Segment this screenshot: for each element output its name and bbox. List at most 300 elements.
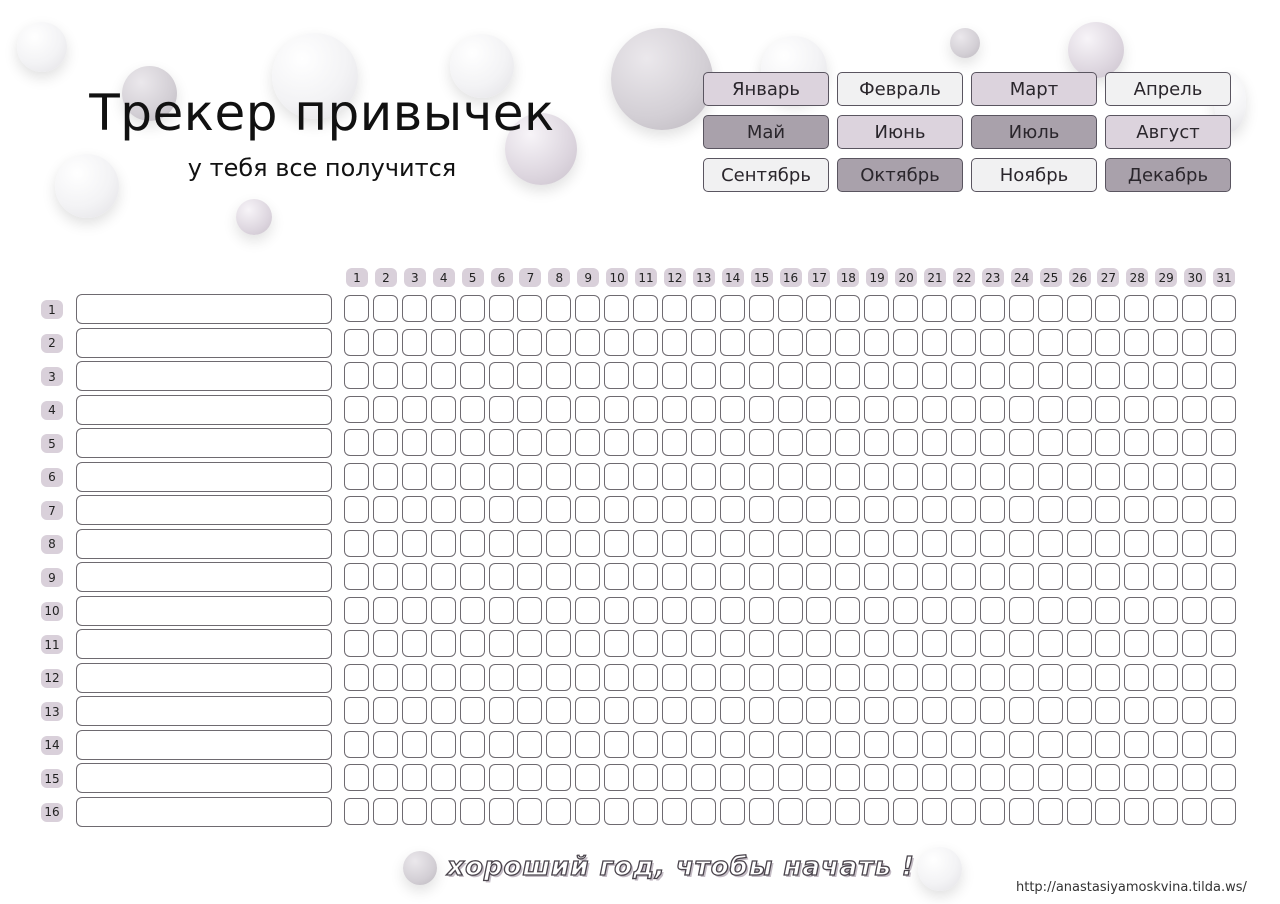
day-checkbox[interactable]: [778, 429, 803, 456]
day-checkbox[interactable]: [806, 496, 831, 523]
day-checkbox[interactable]: [749, 664, 774, 691]
day-checkbox[interactable]: [546, 798, 571, 825]
day-checkbox[interactable]: [633, 496, 658, 523]
day-checkbox[interactable]: [1153, 764, 1178, 791]
day-checkbox[interactable]: [431, 429, 456, 456]
day-checkbox[interactable]: [749, 798, 774, 825]
day-checkbox[interactable]: [575, 463, 600, 490]
day-checkbox[interactable]: [373, 530, 398, 557]
day-checkbox[interactable]: [691, 597, 716, 624]
day-checkbox[interactable]: [662, 731, 687, 758]
day-checkbox[interactable]: [344, 396, 369, 423]
day-checkbox[interactable]: [575, 798, 600, 825]
day-checkbox[interactable]: [662, 463, 687, 490]
day-checkbox[interactable]: [749, 530, 774, 557]
day-checkbox[interactable]: [749, 396, 774, 423]
day-checkbox[interactable]: [951, 563, 976, 590]
day-checkbox[interactable]: [893, 664, 918, 691]
day-checkbox[interactable]: [402, 463, 427, 490]
day-checkbox[interactable]: [1153, 664, 1178, 691]
day-checkbox[interactable]: [749, 563, 774, 590]
day-checkbox[interactable]: [835, 697, 860, 724]
day-checkbox[interactable]: [749, 295, 774, 322]
day-checkbox[interactable]: [662, 429, 687, 456]
day-checkbox[interactable]: [1095, 429, 1120, 456]
day-checkbox[interactable]: [1153, 798, 1178, 825]
day-checkbox[interactable]: [1009, 530, 1034, 557]
habit-name-field[interactable]: [76, 763, 332, 793]
day-checkbox[interactable]: [835, 329, 860, 356]
day-checkbox[interactable]: [951, 463, 976, 490]
day-checkbox[interactable]: [691, 295, 716, 322]
day-checkbox[interactable]: [1067, 329, 1092, 356]
day-checkbox[interactable]: [575, 362, 600, 389]
day-checkbox[interactable]: [1153, 630, 1178, 657]
day-checkbox[interactable]: [546, 530, 571, 557]
day-checkbox[interactable]: [604, 463, 629, 490]
day-checkbox[interactable]: [344, 463, 369, 490]
day-checkbox[interactable]: [402, 697, 427, 724]
day-checkbox[interactable]: [1009, 496, 1034, 523]
month-button[interactable]: Декабрь: [1105, 158, 1231, 192]
day-checkbox[interactable]: [980, 530, 1005, 557]
day-checkbox[interactable]: [806, 396, 831, 423]
day-checkbox[interactable]: [1038, 731, 1063, 758]
day-checkbox[interactable]: [460, 798, 485, 825]
day-checkbox[interactable]: [1067, 630, 1092, 657]
day-checkbox[interactable]: [922, 329, 947, 356]
day-checkbox[interactable]: [1095, 496, 1120, 523]
day-checkbox[interactable]: [806, 731, 831, 758]
day-checkbox[interactable]: [778, 362, 803, 389]
day-checkbox[interactable]: [431, 463, 456, 490]
day-checkbox[interactable]: [778, 630, 803, 657]
day-checkbox[interactable]: [517, 329, 542, 356]
day-checkbox[interactable]: [1182, 429, 1207, 456]
day-checkbox[interactable]: [1211, 295, 1236, 322]
day-checkbox[interactable]: [489, 630, 514, 657]
day-checkbox[interactable]: [460, 463, 485, 490]
day-checkbox[interactable]: [864, 463, 889, 490]
day-checkbox[interactable]: [691, 731, 716, 758]
day-checkbox[interactable]: [344, 563, 369, 590]
day-checkbox[interactable]: [749, 597, 774, 624]
day-checkbox[interactable]: [893, 396, 918, 423]
day-checkbox[interactable]: [373, 295, 398, 322]
day-checkbox[interactable]: [835, 362, 860, 389]
day-checkbox[interactable]: [778, 764, 803, 791]
day-checkbox[interactable]: [344, 329, 369, 356]
day-checkbox[interactable]: [893, 597, 918, 624]
day-checkbox[interactable]: [489, 496, 514, 523]
day-checkbox[interactable]: [373, 496, 398, 523]
day-checkbox[interactable]: [662, 396, 687, 423]
day-checkbox[interactable]: [1124, 396, 1149, 423]
day-checkbox[interactable]: [604, 731, 629, 758]
day-checkbox[interactable]: [864, 295, 889, 322]
day-checkbox[interactable]: [373, 563, 398, 590]
day-checkbox[interactable]: [778, 597, 803, 624]
day-checkbox[interactable]: [835, 563, 860, 590]
day-checkbox[interactable]: [431, 329, 456, 356]
day-checkbox[interactable]: [720, 329, 745, 356]
day-checkbox[interactable]: [980, 463, 1005, 490]
day-checkbox[interactable]: [662, 798, 687, 825]
day-checkbox[interactable]: [662, 697, 687, 724]
day-checkbox[interactable]: [720, 429, 745, 456]
day-checkbox[interactable]: [604, 329, 629, 356]
habit-name-field[interactable]: [76, 294, 332, 324]
day-checkbox[interactable]: [1211, 764, 1236, 791]
day-checkbox[interactable]: [1095, 362, 1120, 389]
day-checkbox[interactable]: [778, 798, 803, 825]
day-checkbox[interactable]: [402, 496, 427, 523]
day-checkbox[interactable]: [575, 764, 600, 791]
day-checkbox[interactable]: [951, 329, 976, 356]
day-checkbox[interactable]: [489, 463, 514, 490]
day-checkbox[interactable]: [1095, 530, 1120, 557]
day-checkbox[interactable]: [633, 429, 658, 456]
day-checkbox[interactable]: [835, 530, 860, 557]
day-checkbox[interactable]: [431, 530, 456, 557]
day-checkbox[interactable]: [835, 429, 860, 456]
day-checkbox[interactable]: [546, 731, 571, 758]
day-checkbox[interactable]: [864, 396, 889, 423]
day-checkbox[interactable]: [489, 563, 514, 590]
day-checkbox[interactable]: [431, 597, 456, 624]
day-checkbox[interactable]: [922, 563, 947, 590]
day-checkbox[interactable]: [1009, 295, 1034, 322]
day-checkbox[interactable]: [1095, 630, 1120, 657]
day-checkbox[interactable]: [864, 329, 889, 356]
day-checkbox[interactable]: [1211, 664, 1236, 691]
day-checkbox[interactable]: [806, 530, 831, 557]
habit-name-field[interactable]: [76, 361, 332, 391]
day-checkbox[interactable]: [1153, 731, 1178, 758]
day-checkbox[interactable]: [431, 764, 456, 791]
day-checkbox[interactable]: [460, 664, 485, 691]
day-checkbox[interactable]: [344, 295, 369, 322]
day-checkbox[interactable]: [373, 597, 398, 624]
day-checkbox[interactable]: [604, 798, 629, 825]
day-checkbox[interactable]: [835, 630, 860, 657]
day-checkbox[interactable]: [835, 496, 860, 523]
day-checkbox[interactable]: [489, 664, 514, 691]
day-checkbox[interactable]: [575, 731, 600, 758]
day-checkbox[interactable]: [835, 764, 860, 791]
day-checkbox[interactable]: [604, 563, 629, 590]
day-checkbox[interactable]: [633, 463, 658, 490]
month-button[interactable]: Январь: [703, 72, 829, 106]
day-checkbox[interactable]: [864, 496, 889, 523]
day-checkbox[interactable]: [691, 798, 716, 825]
day-checkbox[interactable]: [1182, 496, 1207, 523]
day-checkbox[interactable]: [1067, 731, 1092, 758]
day-checkbox[interactable]: [460, 295, 485, 322]
day-checkbox[interactable]: [489, 396, 514, 423]
day-checkbox[interactable]: [460, 597, 485, 624]
day-checkbox[interactable]: [864, 597, 889, 624]
day-checkbox[interactable]: [720, 697, 745, 724]
day-checkbox[interactable]: [980, 496, 1005, 523]
day-checkbox[interactable]: [1067, 563, 1092, 590]
day-checkbox[interactable]: [460, 764, 485, 791]
day-checkbox[interactable]: [1124, 429, 1149, 456]
day-checkbox[interactable]: [1067, 597, 1092, 624]
day-checkbox[interactable]: [691, 563, 716, 590]
day-checkbox[interactable]: [344, 429, 369, 456]
day-checkbox[interactable]: [1153, 396, 1178, 423]
month-button[interactable]: Февраль: [837, 72, 963, 106]
day-checkbox[interactable]: [517, 396, 542, 423]
day-checkbox[interactable]: [1182, 630, 1207, 657]
day-checkbox[interactable]: [778, 396, 803, 423]
day-checkbox[interactable]: [835, 396, 860, 423]
day-checkbox[interactable]: [691, 664, 716, 691]
habit-name-field[interactable]: [76, 730, 332, 760]
day-checkbox[interactable]: [864, 563, 889, 590]
day-checkbox[interactable]: [1038, 396, 1063, 423]
day-checkbox[interactable]: [1038, 429, 1063, 456]
day-checkbox[interactable]: [517, 764, 542, 791]
day-checkbox[interactable]: [893, 295, 918, 322]
day-checkbox[interactable]: [864, 530, 889, 557]
habit-name-field[interactable]: [76, 696, 332, 726]
day-checkbox[interactable]: [1182, 731, 1207, 758]
day-checkbox[interactable]: [633, 362, 658, 389]
day-checkbox[interactable]: [778, 530, 803, 557]
day-checkbox[interactable]: [633, 563, 658, 590]
day-checkbox[interactable]: [893, 798, 918, 825]
day-checkbox[interactable]: [980, 396, 1005, 423]
day-checkbox[interactable]: [951, 731, 976, 758]
day-checkbox[interactable]: [749, 429, 774, 456]
day-checkbox[interactable]: [460, 362, 485, 389]
day-checkbox[interactable]: [431, 563, 456, 590]
day-checkbox[interactable]: [662, 597, 687, 624]
day-checkbox[interactable]: [1153, 329, 1178, 356]
day-checkbox[interactable]: [402, 295, 427, 322]
day-checkbox[interactable]: [1038, 597, 1063, 624]
day-checkbox[interactable]: [980, 563, 1005, 590]
day-checkbox[interactable]: [604, 295, 629, 322]
day-checkbox[interactable]: [1038, 798, 1063, 825]
day-checkbox[interactable]: [893, 630, 918, 657]
day-checkbox[interactable]: [835, 731, 860, 758]
day-checkbox[interactable]: [1182, 697, 1207, 724]
day-checkbox[interactable]: [806, 764, 831, 791]
day-checkbox[interactable]: [633, 697, 658, 724]
day-checkbox[interactable]: [604, 630, 629, 657]
day-checkbox[interactable]: [1067, 798, 1092, 825]
day-checkbox[interactable]: [1211, 463, 1236, 490]
day-checkbox[interactable]: [922, 630, 947, 657]
day-checkbox[interactable]: [1182, 463, 1207, 490]
day-checkbox[interactable]: [749, 764, 774, 791]
day-checkbox[interactable]: [864, 798, 889, 825]
day-checkbox[interactable]: [806, 429, 831, 456]
day-checkbox[interactable]: [489, 697, 514, 724]
day-checkbox[interactable]: [402, 664, 427, 691]
day-checkbox[interactable]: [575, 295, 600, 322]
source-url[interactable]: http://anastasiyamoskvina.tilda.ws/: [1016, 880, 1247, 895]
day-checkbox[interactable]: [893, 764, 918, 791]
day-checkbox[interactable]: [460, 530, 485, 557]
day-checkbox[interactable]: [517, 463, 542, 490]
habit-name-field[interactable]: [76, 428, 332, 458]
habit-name-field[interactable]: [76, 529, 332, 559]
day-checkbox[interactable]: [893, 697, 918, 724]
day-checkbox[interactable]: [980, 764, 1005, 791]
day-checkbox[interactable]: [373, 630, 398, 657]
day-checkbox[interactable]: [575, 563, 600, 590]
day-checkbox[interactable]: [604, 362, 629, 389]
day-checkbox[interactable]: [517, 530, 542, 557]
day-checkbox[interactable]: [1124, 731, 1149, 758]
day-checkbox[interactable]: [604, 530, 629, 557]
day-checkbox[interactable]: [806, 798, 831, 825]
day-checkbox[interactable]: [806, 295, 831, 322]
day-checkbox[interactable]: [864, 429, 889, 456]
day-checkbox[interactable]: [1095, 563, 1120, 590]
day-checkbox[interactable]: [460, 496, 485, 523]
day-checkbox[interactable]: [460, 329, 485, 356]
day-checkbox[interactable]: [1067, 664, 1092, 691]
day-checkbox[interactable]: [720, 731, 745, 758]
day-checkbox[interactable]: [489, 329, 514, 356]
day-checkbox[interactable]: [951, 597, 976, 624]
day-checkbox[interactable]: [749, 731, 774, 758]
day-checkbox[interactable]: [633, 396, 658, 423]
day-checkbox[interactable]: [662, 764, 687, 791]
day-checkbox[interactable]: [1211, 563, 1236, 590]
day-checkbox[interactable]: [720, 463, 745, 490]
day-checkbox[interactable]: [344, 496, 369, 523]
day-checkbox[interactable]: [662, 630, 687, 657]
day-checkbox[interactable]: [1009, 764, 1034, 791]
day-checkbox[interactable]: [633, 630, 658, 657]
day-checkbox[interactable]: [575, 597, 600, 624]
day-checkbox[interactable]: [1095, 295, 1120, 322]
day-checkbox[interactable]: [546, 764, 571, 791]
day-checkbox[interactable]: [402, 530, 427, 557]
day-checkbox[interactable]: [546, 429, 571, 456]
day-checkbox[interactable]: [431, 396, 456, 423]
day-checkbox[interactable]: [373, 697, 398, 724]
day-checkbox[interactable]: [604, 664, 629, 691]
day-checkbox[interactable]: [373, 664, 398, 691]
day-checkbox[interactable]: [1009, 429, 1034, 456]
habit-name-field[interactable]: [76, 562, 332, 592]
day-checkbox[interactable]: [720, 630, 745, 657]
day-checkbox[interactable]: [546, 463, 571, 490]
day-checkbox[interactable]: [489, 530, 514, 557]
day-checkbox[interactable]: [344, 630, 369, 657]
day-checkbox[interactable]: [1009, 664, 1034, 691]
day-checkbox[interactable]: [402, 429, 427, 456]
day-checkbox[interactable]: [517, 597, 542, 624]
day-checkbox[interactable]: [604, 697, 629, 724]
day-checkbox[interactable]: [1038, 764, 1063, 791]
day-checkbox[interactable]: [922, 295, 947, 322]
month-button[interactable]: Июль: [971, 115, 1097, 149]
day-checkbox[interactable]: [373, 731, 398, 758]
day-checkbox[interactable]: [402, 764, 427, 791]
day-checkbox[interactable]: [749, 463, 774, 490]
day-checkbox[interactable]: [951, 630, 976, 657]
day-checkbox[interactable]: [489, 764, 514, 791]
day-checkbox[interactable]: [691, 764, 716, 791]
day-checkbox[interactable]: [749, 697, 774, 724]
day-checkbox[interactable]: [980, 697, 1005, 724]
day-checkbox[interactable]: [1153, 463, 1178, 490]
day-checkbox[interactable]: [1067, 396, 1092, 423]
habit-name-field[interactable]: [76, 495, 332, 525]
day-checkbox[interactable]: [517, 496, 542, 523]
habit-name-field[interactable]: [76, 797, 332, 827]
day-checkbox[interactable]: [864, 697, 889, 724]
day-checkbox[interactable]: [517, 630, 542, 657]
day-checkbox[interactable]: [691, 697, 716, 724]
day-checkbox[interactable]: [922, 798, 947, 825]
day-checkbox[interactable]: [691, 496, 716, 523]
day-checkbox[interactable]: [806, 329, 831, 356]
day-checkbox[interactable]: [1211, 697, 1236, 724]
day-checkbox[interactable]: [835, 798, 860, 825]
day-checkbox[interactable]: [1095, 731, 1120, 758]
day-checkbox[interactable]: [806, 597, 831, 624]
day-checkbox[interactable]: [835, 664, 860, 691]
day-checkbox[interactable]: [604, 496, 629, 523]
day-checkbox[interactable]: [1067, 530, 1092, 557]
day-checkbox[interactable]: [864, 764, 889, 791]
day-checkbox[interactable]: [1211, 496, 1236, 523]
day-checkbox[interactable]: [460, 731, 485, 758]
day-checkbox[interactable]: [402, 396, 427, 423]
day-checkbox[interactable]: [402, 630, 427, 657]
day-checkbox[interactable]: [431, 731, 456, 758]
day-checkbox[interactable]: [633, 731, 658, 758]
day-checkbox[interactable]: [1124, 664, 1149, 691]
day-checkbox[interactable]: [575, 530, 600, 557]
day-checkbox[interactable]: [806, 697, 831, 724]
day-checkbox[interactable]: [546, 597, 571, 624]
month-button[interactable]: Март: [971, 72, 1097, 106]
month-button[interactable]: Сентябрь: [703, 158, 829, 192]
day-checkbox[interactable]: [691, 329, 716, 356]
day-checkbox[interactable]: [1211, 597, 1236, 624]
day-checkbox[interactable]: [1182, 396, 1207, 423]
habit-name-field[interactable]: [76, 328, 332, 358]
day-checkbox[interactable]: [1182, 295, 1207, 322]
day-checkbox[interactable]: [893, 429, 918, 456]
day-checkbox[interactable]: [1182, 664, 1207, 691]
day-checkbox[interactable]: [1009, 798, 1034, 825]
day-checkbox[interactable]: [604, 396, 629, 423]
day-checkbox[interactable]: [1124, 496, 1149, 523]
day-checkbox[interactable]: [1095, 798, 1120, 825]
day-checkbox[interactable]: [1153, 295, 1178, 322]
day-checkbox[interactable]: [546, 329, 571, 356]
day-checkbox[interactable]: [1124, 630, 1149, 657]
day-checkbox[interactable]: [344, 362, 369, 389]
day-checkbox[interactable]: [402, 563, 427, 590]
day-checkbox[interactable]: [402, 597, 427, 624]
day-checkbox[interactable]: [604, 429, 629, 456]
day-checkbox[interactable]: [980, 798, 1005, 825]
day-checkbox[interactable]: [1038, 563, 1063, 590]
day-checkbox[interactable]: [373, 798, 398, 825]
